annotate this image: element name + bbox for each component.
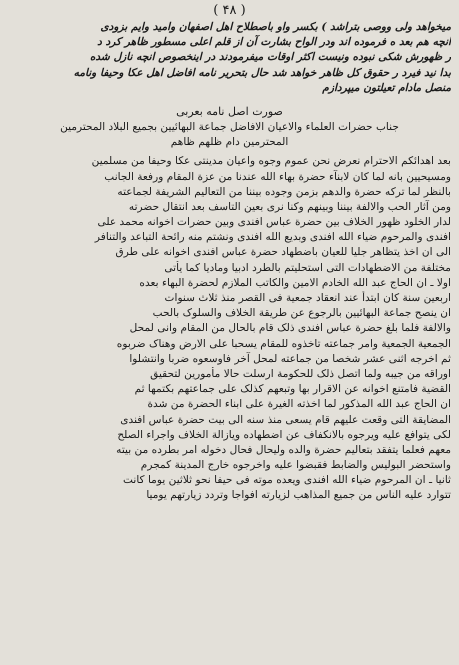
section-title: صورت اصل نامه بعربی	[176, 104, 283, 118]
handwritten-intro	[8, 20, 451, 96]
body-line: ومسیحیین بانه لما کان لابنآء حضرة بهاء الله عندنا من عزة المقام ورفعة الجانب	[104, 170, 451, 183]
body-line: ثانیا ـ ان المرحوم ضیاء الله افندی ویعده موته فی حیفا نحو ثلاثین یوما کانت	[122, 474, 451, 487]
body-line: ومن آثار الحب والالفة بیننا وبینهم وکنا نری بعین التاسف بعد انتقال حضرته	[128, 200, 451, 213]
body-line: ثم اخرجه اثنی عشر شخصا من جماعته لمحل آخر فاوسعوه ضربا وانتشلوا	[129, 352, 451, 365]
body-line: والالفة فلما بلغ حضرة عباس افندی ذلک قام بالحال من المقام وانی لمحل	[129, 322, 451, 335]
handwritten-line: میخواهد ولی ووصی بتراشد ) بکسر واو باصطلاح اهل اصفهان وامید وایم بزودی	[100, 21, 451, 33]
letter-body	[8, 154, 451, 503]
body-line: معهم فعلما یتفقد بتعالیم حضرة والده ولیحال فحال دخوله امر بطرده من بیته	[116, 443, 451, 456]
spacer	[8, 96, 451, 102]
handwritten-line: منصل مادام تعیلتون میپردازم	[322, 81, 451, 94]
page-number: ( ۴۸ )	[213, 3, 246, 18]
body-line: اربعین سنة کان ابتدأ عند انعقاد جمعیة فی القصر منذ ثلاث سنوات	[164, 292, 451, 304]
body-line: لدار الخلود ظهور الخلاف بین حضرة عباس افندی وبین حضرات اخوانه محمد علی	[97, 216, 451, 229]
body-line: تتوارد علیه الناس من جمیع المذاهب لزیارته افواجا وتردد زیارتهم یومیا	[146, 489, 451, 502]
body-line: لکی یتوافع علیه ویرجوه بالانکفاف عن اضطهاده ویازالة الخلاف واجراء الصلح	[117, 428, 451, 441]
body-line: مختلفة من الاضطهادات التی استحلیتم بالطرد ادبیا ومادیا کما یأتی	[164, 261, 451, 274]
handwritten-line: بدا نید فیرد ر حقوق کل ظاهر خواهد شد حال بتحریر نامه افاضل اهل عکا وحیفا ونامه	[73, 66, 451, 79]
address-line: جناب حضرات العلماء والاعیان الافاضل جماعة البهائیین بجمیع البلاد المحترمین	[60, 120, 399, 133]
body-line: اولا ـ ان الحاج عبد الله الخادم الامین والکاتب الملازم لحضرة البهاء بعده	[139, 276, 451, 289]
body-line: ان ینصح جماعة البهائیین بالرجوع عن طریقة الخلاف والسلوک بالحب	[152, 307, 451, 320]
body-line: ان الحاج عبد الله المذکور لما اخذته الغیرة علی ابناء الحضرة من شدة	[147, 398, 451, 411]
body-line: بعد اهدائکم الاحترام نعرض نحن عموم وجوه واعیان مدینتی عکا وحیفا من مسلمین	[91, 155, 451, 168]
body-line: بالنظر لما ترکه حضرة والدهم بزمن وجوده بیننا من التعالیم الشریفة لجماعته	[117, 185, 451, 198]
body-line: الجمعیة الجمعیة وامر جماعته تاخذوه للمقام یسحبا علی الارض وهناک ضربوه	[116, 337, 451, 350]
body-line: واستحضر البولیس والضابط فقبضوا علیه واخرجوه خارج المدینة کمجرم	[140, 459, 451, 472]
body-line: اوراقه من جیبه ولما اتصل ذلک للحکومة ارسلت حالا مأمورین لتحقیق	[150, 367, 451, 380]
body-line: الی ان اخذ یتظاهر جلیا للعیان باضطهاد حضرة عباس افندی اخوانه علی طرق	[115, 246, 451, 259]
letter-address	[8, 120, 451, 150]
body-line: افندی والمرحوم ضیاء الله افندی وبدیع الله افندی ونشتم منه رائحة التباعد والتنافر	[94, 231, 451, 244]
handwritten-line: انچه هم بعد ه فرموده اند ودر الواح بشارت آن از قلم اعلی مسطور ظاهر کرد د	[97, 36, 451, 49]
body-line: المضایقة التی وقعت علیهم قام یسعی منذ سنه الی بیت حضرة عباس افندی	[120, 413, 451, 426]
body-line: القضیة فامتنع اخوانه عن الاقرار بها وتبعهم کذلک علی جماعتهم بکتمها ثم	[134, 383, 451, 396]
address-line: المحترمین دام ظلهم ظاهم	[170, 136, 289, 149]
handwritten-line: ر ظهورش شکی نبوده ونیست اکثر اوقات میفرمودند در اینخصوص انچه نازل شده	[89, 51, 451, 64]
